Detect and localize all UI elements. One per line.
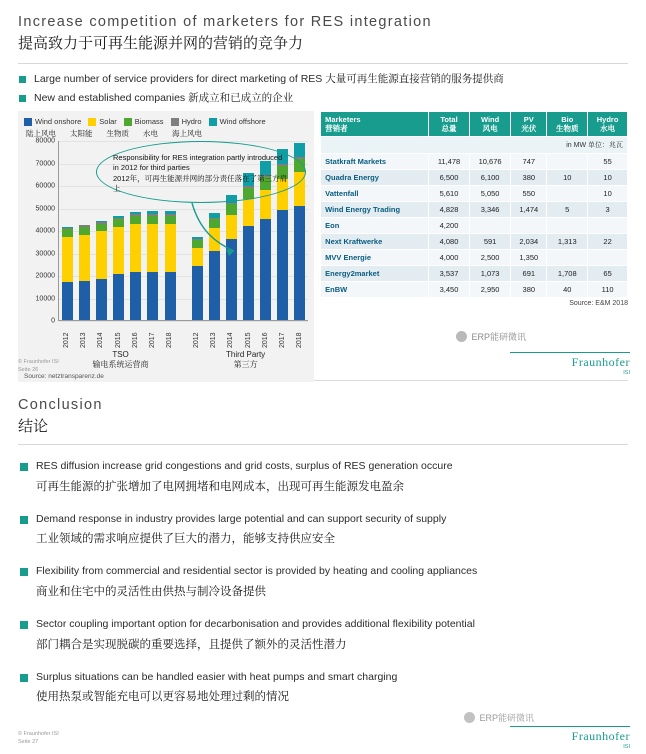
legend-item xyxy=(171,117,202,126)
title-divider xyxy=(18,63,628,64)
chart-legend-cn xyxy=(24,128,308,139)
bar-segment xyxy=(165,224,176,272)
col-label-en: Hydro xyxy=(596,115,619,125)
bar-segment xyxy=(130,272,141,320)
conclusion-title: Conclusion xyxy=(18,397,103,413)
wechat-icon xyxy=(464,712,475,723)
stacked-bar xyxy=(62,227,73,320)
unit-note: in MW 单位：兆瓦 xyxy=(321,137,628,154)
bar-segment xyxy=(79,281,90,320)
bar-segment xyxy=(147,216,158,224)
cell-hydro: 55 xyxy=(588,154,628,170)
col-bio xyxy=(547,112,588,137)
legend-item xyxy=(124,117,164,126)
logo-name: Fraunhofer xyxy=(571,729,630,743)
conclusion-text-en: RES diffusion increase grid congestions and grid costs, surplus of RES generation occure xyxy=(36,460,453,472)
legend-label: Wind offshore xyxy=(219,117,266,127)
cell-total: 4,080 xyxy=(429,234,470,250)
bullet-text-en: Large number of service providers for direct marketing of RES xyxy=(34,73,323,85)
annotation-cn: 2012年，可再生能源并网的部分责任落在了第三方肩上 xyxy=(113,173,288,193)
wechat-watermark xyxy=(464,711,534,724)
table-row xyxy=(321,154,628,170)
conclusion-text-en: Sector coupling important option for decarbonisation and provides additional flexibility potential xyxy=(36,618,475,631)
y-tick-label: 0 xyxy=(51,317,55,325)
group-label-en: TSO xyxy=(112,350,129,360)
chart-annotation xyxy=(96,141,306,203)
y-tick-label: 70000 xyxy=(35,160,55,168)
cell-wind: 5,050 xyxy=(469,186,510,202)
slide2-footer: © Fraunhofer ISI Seite 27 xyxy=(18,730,59,745)
conclusion-title-cn: 结论 xyxy=(18,418,49,435)
legend-swatch xyxy=(88,118,96,126)
annotation-en: Responsibility for RES integration partly introduced in 2012 for third parties xyxy=(113,153,283,173)
cell-hydro: 3 xyxy=(588,202,628,218)
annotation-pointer-icon xyxy=(190,203,250,263)
col-label-en: Total xyxy=(440,115,458,125)
y-tick-label: 30000 xyxy=(35,250,55,258)
wechat-label: ERP能研微讯 xyxy=(471,332,526,342)
cell-total: 6,500 xyxy=(429,170,470,186)
bullet-text-cn: 大量可再生能源直接营销的服务提供商 xyxy=(325,73,504,85)
cell-total: 3,537 xyxy=(429,266,470,282)
chart-y-axis xyxy=(24,137,58,325)
legend-swatch xyxy=(171,118,179,126)
cell-marketer: Energy2market xyxy=(321,266,429,282)
cell-pv: 380 xyxy=(511,282,547,298)
marketers-table xyxy=(320,111,628,298)
bullet-text-cn: 新成立和已成立的企业 xyxy=(188,92,294,105)
x-tick-label: 2018 xyxy=(296,332,304,349)
conclusion-text-en: Demand response in industry provides large potential and can support security of supply xyxy=(36,512,447,525)
bar-segment xyxy=(294,143,305,158)
x-tick-label: 2012 xyxy=(63,332,71,349)
cell-pv xyxy=(511,218,547,234)
legend-label-cn: 陆上风电 xyxy=(26,129,56,139)
cell-wind: 3,346 xyxy=(469,202,510,218)
x-tick-label: 2012 xyxy=(193,332,201,349)
cell-bio: 1,313 xyxy=(547,234,588,250)
cell-marketer: Wind Energy Trading xyxy=(321,202,429,218)
cell-marketer: Quadra Energy xyxy=(321,170,429,186)
x-tick-label: 2016 xyxy=(261,332,269,349)
wechat-icon xyxy=(456,331,467,342)
cell-wind: 2,500 xyxy=(469,250,510,266)
cell-pv: 691 xyxy=(511,266,547,282)
intro-bullets xyxy=(18,72,628,105)
conclusion-list xyxy=(18,459,628,704)
cell-hydro: 10 xyxy=(588,170,628,186)
table-header-row xyxy=(321,112,628,137)
x-tick-label: 2014 xyxy=(97,332,105,349)
wechat-label: ERP能研微讯 xyxy=(479,713,534,723)
conclusion-text-en: Surplus situations can be handled easier with heat pumps and smart charging xyxy=(36,670,398,683)
cell-pv: 747 xyxy=(511,154,547,170)
stacked-bar xyxy=(165,211,176,320)
cell-total: 4,828 xyxy=(429,202,470,218)
cell-marketer: MVV Energie xyxy=(321,250,429,266)
group-label-thirdparty xyxy=(183,350,308,370)
cell-marketer: Statkraft Markets xyxy=(321,154,429,170)
bar-segment xyxy=(113,219,124,227)
cell-bio: 1,708 xyxy=(547,266,588,282)
col-label-en: Wind xyxy=(480,115,500,125)
legend-item xyxy=(88,117,117,126)
bar-segment xyxy=(260,219,271,320)
cell-marketer: Next Kraftwerke xyxy=(321,234,429,250)
cell-pv: 380 xyxy=(511,170,547,186)
bar-segment xyxy=(79,227,90,235)
list-item xyxy=(18,91,628,105)
col-label-cn: 水电 xyxy=(600,124,616,134)
stacked-bar xyxy=(79,225,90,321)
y-tick-label: 80000 xyxy=(35,137,55,145)
legend-swatch xyxy=(24,118,32,126)
slide-conclusion xyxy=(0,381,646,754)
table-row xyxy=(321,202,628,218)
legend-swatch xyxy=(209,118,217,126)
bar-segment xyxy=(294,206,305,321)
res-marketing-chart xyxy=(18,111,314,382)
x-tick-label: 2018 xyxy=(166,332,174,349)
logo-rule xyxy=(510,726,630,727)
bar-segment xyxy=(62,237,73,282)
cell-wind xyxy=(469,218,510,234)
logo-sub: ISI xyxy=(623,370,630,376)
conclusion-text-en: Flexibility from commercial and residential sector is provided by heating and cooling appliances xyxy=(36,565,478,578)
col-wind xyxy=(469,112,510,137)
bar-segment xyxy=(165,216,176,224)
bar-segment xyxy=(147,224,158,272)
col-label-cn: 生物质 xyxy=(556,124,579,134)
legend-label-cn: 太阳能 xyxy=(70,129,93,139)
cell-total: 4,200 xyxy=(429,218,470,234)
x-tick-label: 2013 xyxy=(80,332,88,349)
group-label-cn: 输电系统运营商 xyxy=(92,360,149,370)
bar-group xyxy=(76,141,93,320)
col-label-cn: 风电 xyxy=(482,124,498,134)
cell-wind: 1,073 xyxy=(469,266,510,282)
group-label-cn: 第三方 xyxy=(233,360,258,370)
y-tick-label: 40000 xyxy=(35,227,55,235)
bar-segment xyxy=(113,227,124,274)
cell-wind: 6,100 xyxy=(469,170,510,186)
conclusion-divider xyxy=(18,444,628,445)
legend-item xyxy=(209,117,266,126)
x-tick-label: 2015 xyxy=(114,332,122,349)
col-marketers xyxy=(321,112,429,137)
cell-hydro xyxy=(588,250,628,266)
fraunhofer-logo xyxy=(510,726,630,750)
conclusion-text-cn: 部门耦合是实现脱碳的重要选择，且提供了额外的灵活性潜力 xyxy=(36,638,347,651)
cell-bio: 10 xyxy=(547,170,588,186)
table-unit-row xyxy=(321,137,628,154)
legend-label: Hydro xyxy=(181,117,202,127)
logo-name: Fraunhofer xyxy=(571,355,630,369)
group-label-en: Third Party xyxy=(226,350,266,360)
cell-wind: 591 xyxy=(469,234,510,250)
stacked-bar xyxy=(96,221,107,321)
cell-bio xyxy=(547,186,588,202)
cell-bio xyxy=(547,154,588,170)
bar-segment xyxy=(62,282,73,320)
cell-pv: 550 xyxy=(511,186,547,202)
slide1-footer: © Fraunhofer ISI Seite 26 xyxy=(18,358,59,373)
legend-label-cn: 海上风电 xyxy=(172,129,202,139)
cell-hydro: 22 xyxy=(588,234,628,250)
x-tick-label: 2015 xyxy=(244,332,252,349)
x-tick-label: 2017 xyxy=(278,332,286,349)
legend-label: Biomass xyxy=(134,117,164,127)
list-item xyxy=(18,670,628,705)
chart-x-axis-labels xyxy=(24,322,308,348)
cell-hydro: 110 xyxy=(588,282,628,298)
table-row xyxy=(321,218,628,234)
cell-hydro: 65 xyxy=(588,266,628,282)
table-row xyxy=(321,170,628,186)
cell-hydro xyxy=(588,218,628,234)
x-tick-label: 2014 xyxy=(227,332,235,349)
marketers-table-wrap xyxy=(320,111,628,307)
x-tick-label: 2017 xyxy=(148,332,156,349)
list-item xyxy=(18,564,628,599)
x-tick-label: 2016 xyxy=(131,332,139,349)
y-tick-label: 20000 xyxy=(35,272,55,280)
y-tick-label: 60000 xyxy=(35,182,55,190)
cell-wind: 2,950 xyxy=(469,282,510,298)
bar-segment xyxy=(165,272,176,320)
cell-marketer: Eon xyxy=(321,218,429,234)
table-row xyxy=(321,234,628,250)
cell-pv: 1,474 xyxy=(511,202,547,218)
cell-marketer: Vattenfall xyxy=(321,186,429,202)
cell-hydro: 10 xyxy=(588,186,628,202)
stacked-bar xyxy=(130,212,141,321)
cell-marketer: EnBW xyxy=(321,282,429,298)
chart-group-labels xyxy=(24,350,308,370)
bar-segment xyxy=(147,272,158,320)
conclusion-text-cn: 工业领域的需求响应提供了巨大的潜力，能够支持供应安全 xyxy=(36,533,335,546)
cell-bio xyxy=(547,218,588,234)
table-row xyxy=(321,282,628,298)
stacked-bar xyxy=(147,211,158,320)
bar-segment xyxy=(96,231,107,278)
col-label-cn: 营销者 xyxy=(325,124,348,134)
table-source: Source: E&M 2018 xyxy=(569,300,628,308)
cell-total: 11,478 xyxy=(429,154,470,170)
page-title: Increase competition of marketers for RES integration xyxy=(18,14,432,30)
cell-pv: 2,034 xyxy=(511,234,547,250)
cell-wind: 10,676 xyxy=(469,154,510,170)
bar-segment xyxy=(113,274,124,320)
group-label-tso xyxy=(58,350,183,370)
bar-segment xyxy=(79,235,90,281)
cell-total: 4,000 xyxy=(429,250,470,266)
bullet-text-en: New and established companies xyxy=(34,92,186,105)
x-tick-label: 2013 xyxy=(210,332,218,349)
col-label-en: Bio xyxy=(561,115,574,125)
logo-rule xyxy=(510,352,630,353)
col-pv xyxy=(511,112,547,137)
table-row xyxy=(321,250,628,266)
legend-label-cn: 水电 xyxy=(143,129,158,139)
stacked-bar xyxy=(113,216,124,321)
table-row xyxy=(321,186,628,202)
y-tick-label: 50000 xyxy=(35,205,55,213)
bar-segment xyxy=(96,224,107,232)
wechat-watermark xyxy=(456,330,526,343)
bar-group xyxy=(59,141,76,320)
col-label-cn: 总量 xyxy=(441,124,457,134)
cell-total: 3,450 xyxy=(429,282,470,298)
bar-segment xyxy=(130,224,141,272)
cell-pv: 1,350 xyxy=(511,250,547,266)
legend-item xyxy=(24,117,81,126)
conclusion-text-cn: 使用热泵或智能充电可以更容易地处理过剩的情况 xyxy=(36,691,289,704)
bar-segment xyxy=(192,266,203,320)
list-item xyxy=(18,512,628,547)
cell-bio: 40 xyxy=(547,282,588,298)
chart-source: Source: netztransparenz.de xyxy=(24,373,104,381)
page-title-cn: 提高致力于可再生能源并网的营销的竞争力 xyxy=(18,35,304,52)
chart-legend xyxy=(24,117,308,126)
bar-segment xyxy=(277,210,288,320)
list-item xyxy=(18,617,628,652)
col-label-en: Marketers xyxy=(325,115,361,125)
list-item xyxy=(18,72,628,86)
bar-segment xyxy=(62,229,73,237)
legend-label: Solar xyxy=(99,117,117,127)
list-item xyxy=(18,459,628,494)
col-label-cn: 光伏 xyxy=(521,124,537,134)
legend-label-cn: 生物质 xyxy=(106,129,129,139)
cell-total: 5,610 xyxy=(429,186,470,202)
col-label-en: PV xyxy=(523,115,534,125)
cell-bio: 5 xyxy=(547,202,588,218)
conclusion-text-cn: 可再生能源的扩张增加了电网拥堵和电网成本，出现可再生能源发电盈余 xyxy=(36,480,404,493)
cell-bio xyxy=(547,250,588,266)
bar-segment xyxy=(130,216,141,224)
y-tick-label: 10000 xyxy=(35,295,55,303)
legend-label: Wind onshore xyxy=(35,117,82,127)
conclusion-text-cn: 商业和住宅中的灵活性由供热与制冷设备提供 xyxy=(36,586,266,599)
fraunhofer-logo xyxy=(510,352,630,376)
bar-segment xyxy=(96,279,107,321)
logo-sub: ISI xyxy=(623,744,630,750)
col-hydro xyxy=(588,112,628,137)
legend-swatch xyxy=(124,118,132,126)
table-row xyxy=(321,266,628,282)
col-total xyxy=(429,112,470,137)
